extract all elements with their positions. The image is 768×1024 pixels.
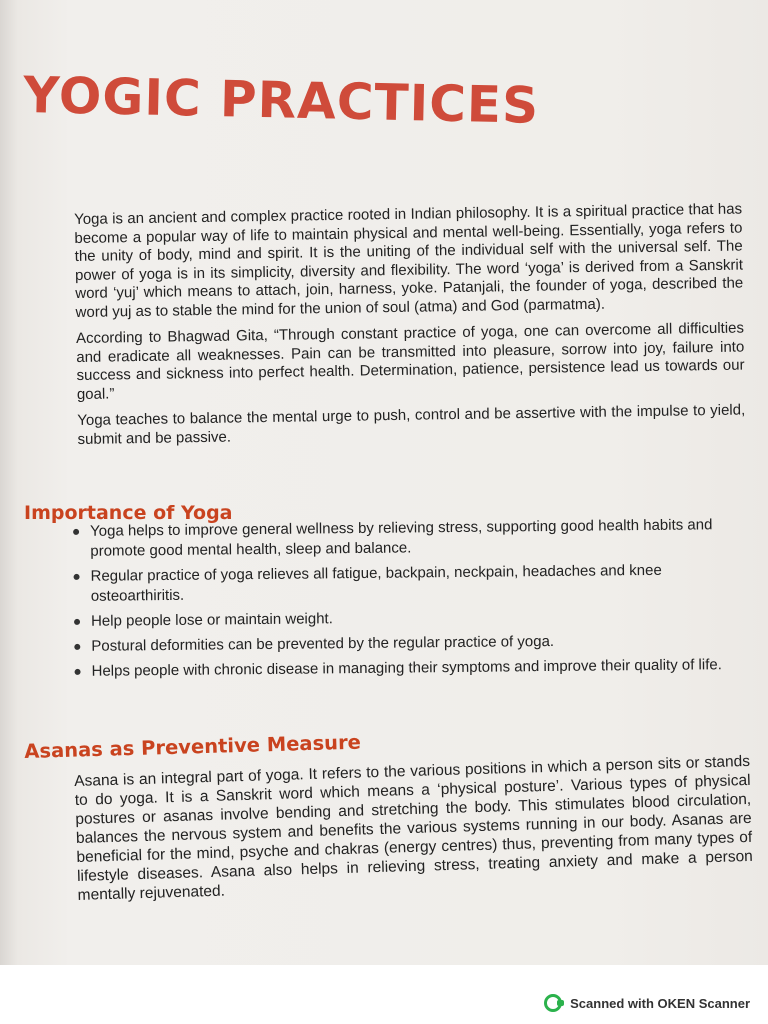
bullet-icon (74, 644, 80, 650)
preventive-heading: Asanas as Preventive Measure (24, 730, 362, 763)
preventive-section (74, 752, 754, 913)
scanner-footer-text: Scanned with OKEN Scanner (570, 995, 750, 1011)
intro-paragraph: Yoga is an ancient and complex practice rooted in Indian philosophy. It is a spiritual practice that has become a popular way of life to maintain physical and mental well-being. Essentially, yoga refers to the unity of body, mind and spirit. It is the uniting of the individual self with the universal self. The power of yoga is in its simplicity, diversity and flexibility. The word ‘yoga’ is derived from a Sanskrit word ‘yuj’ which means to attach, join, harness, yoke. Patanjali, the founder of yoga, described the word yuj as to stable the mind for the union of soul (atma) and God (parmatma). (74, 200, 744, 321)
list-item-text: Help people lose or maintain weight. (90, 610, 333, 630)
page-title: YOGIC PRACTICES (22, 66, 540, 135)
list-item-text: Yoga helps to improve general wellness by relieving stress, supporting good health habits and promote good mental health, sleep and balance. (90, 516, 713, 560)
list-item-text: Regular practice of yoga relieves all fatigue, backpain, neckpain, headaches and knee osteoarthiritis. (90, 561, 662, 605)
list-item (71, 605, 741, 632)
importance-list (70, 515, 742, 687)
importance-heading: Importance of Yoga (24, 502, 233, 524)
bullet-icon (73, 529, 79, 535)
list-item-text: Postural deformities can be prevented by the regular practice of yoga. (91, 632, 555, 655)
intro-section (74, 201, 746, 457)
list-item-text: Helps people with chronic disease in managing their symptoms and improve their quality of life. (91, 656, 722, 680)
scanner-footer (544, 994, 750, 1012)
list-item (71, 630, 741, 657)
preventive-paragraph: Asana is an integral part of yoga. It refers to the various positions in which a person sits or stands to do yoga. It is a Sanskrit word which means a ‘physical posture’. Various types of physical postures or asanas involve bending and stretching the body. This stimulates blood circulation, balances the nervous system and benefits the various systems running in our body. Asanas are beneficial for the mind, psyche and chakras (energy centres) thus, preventing from many types of lifestyle diseases. Asana also helps in relieving stress, treating anxiety and make a person mentally rejuvenated. (74, 752, 754, 904)
list-item (70, 560, 740, 607)
scanner-logo-icon (544, 994, 562, 1012)
bullet-icon (75, 669, 81, 675)
intro-paragraph: Yoga teaches to balance the mental urge to push, control and be assertive with the impulse to yield, submit and be passive. (77, 401, 746, 448)
bullet-icon (74, 574, 80, 580)
list-item (71, 655, 741, 682)
list-item (70, 515, 740, 562)
bullet-icon (74, 619, 80, 625)
intro-paragraph: According to Bhagwad Gita, “Through constant practice of yoga, one can overcome all difficulties and eradicate all weaknesses. Pain can be transmitted into pleasure, sorrow into joy, failure into success and sickness into perfect health. Determination, patience, persistence lead us towards our goal.” (75, 319, 745, 403)
